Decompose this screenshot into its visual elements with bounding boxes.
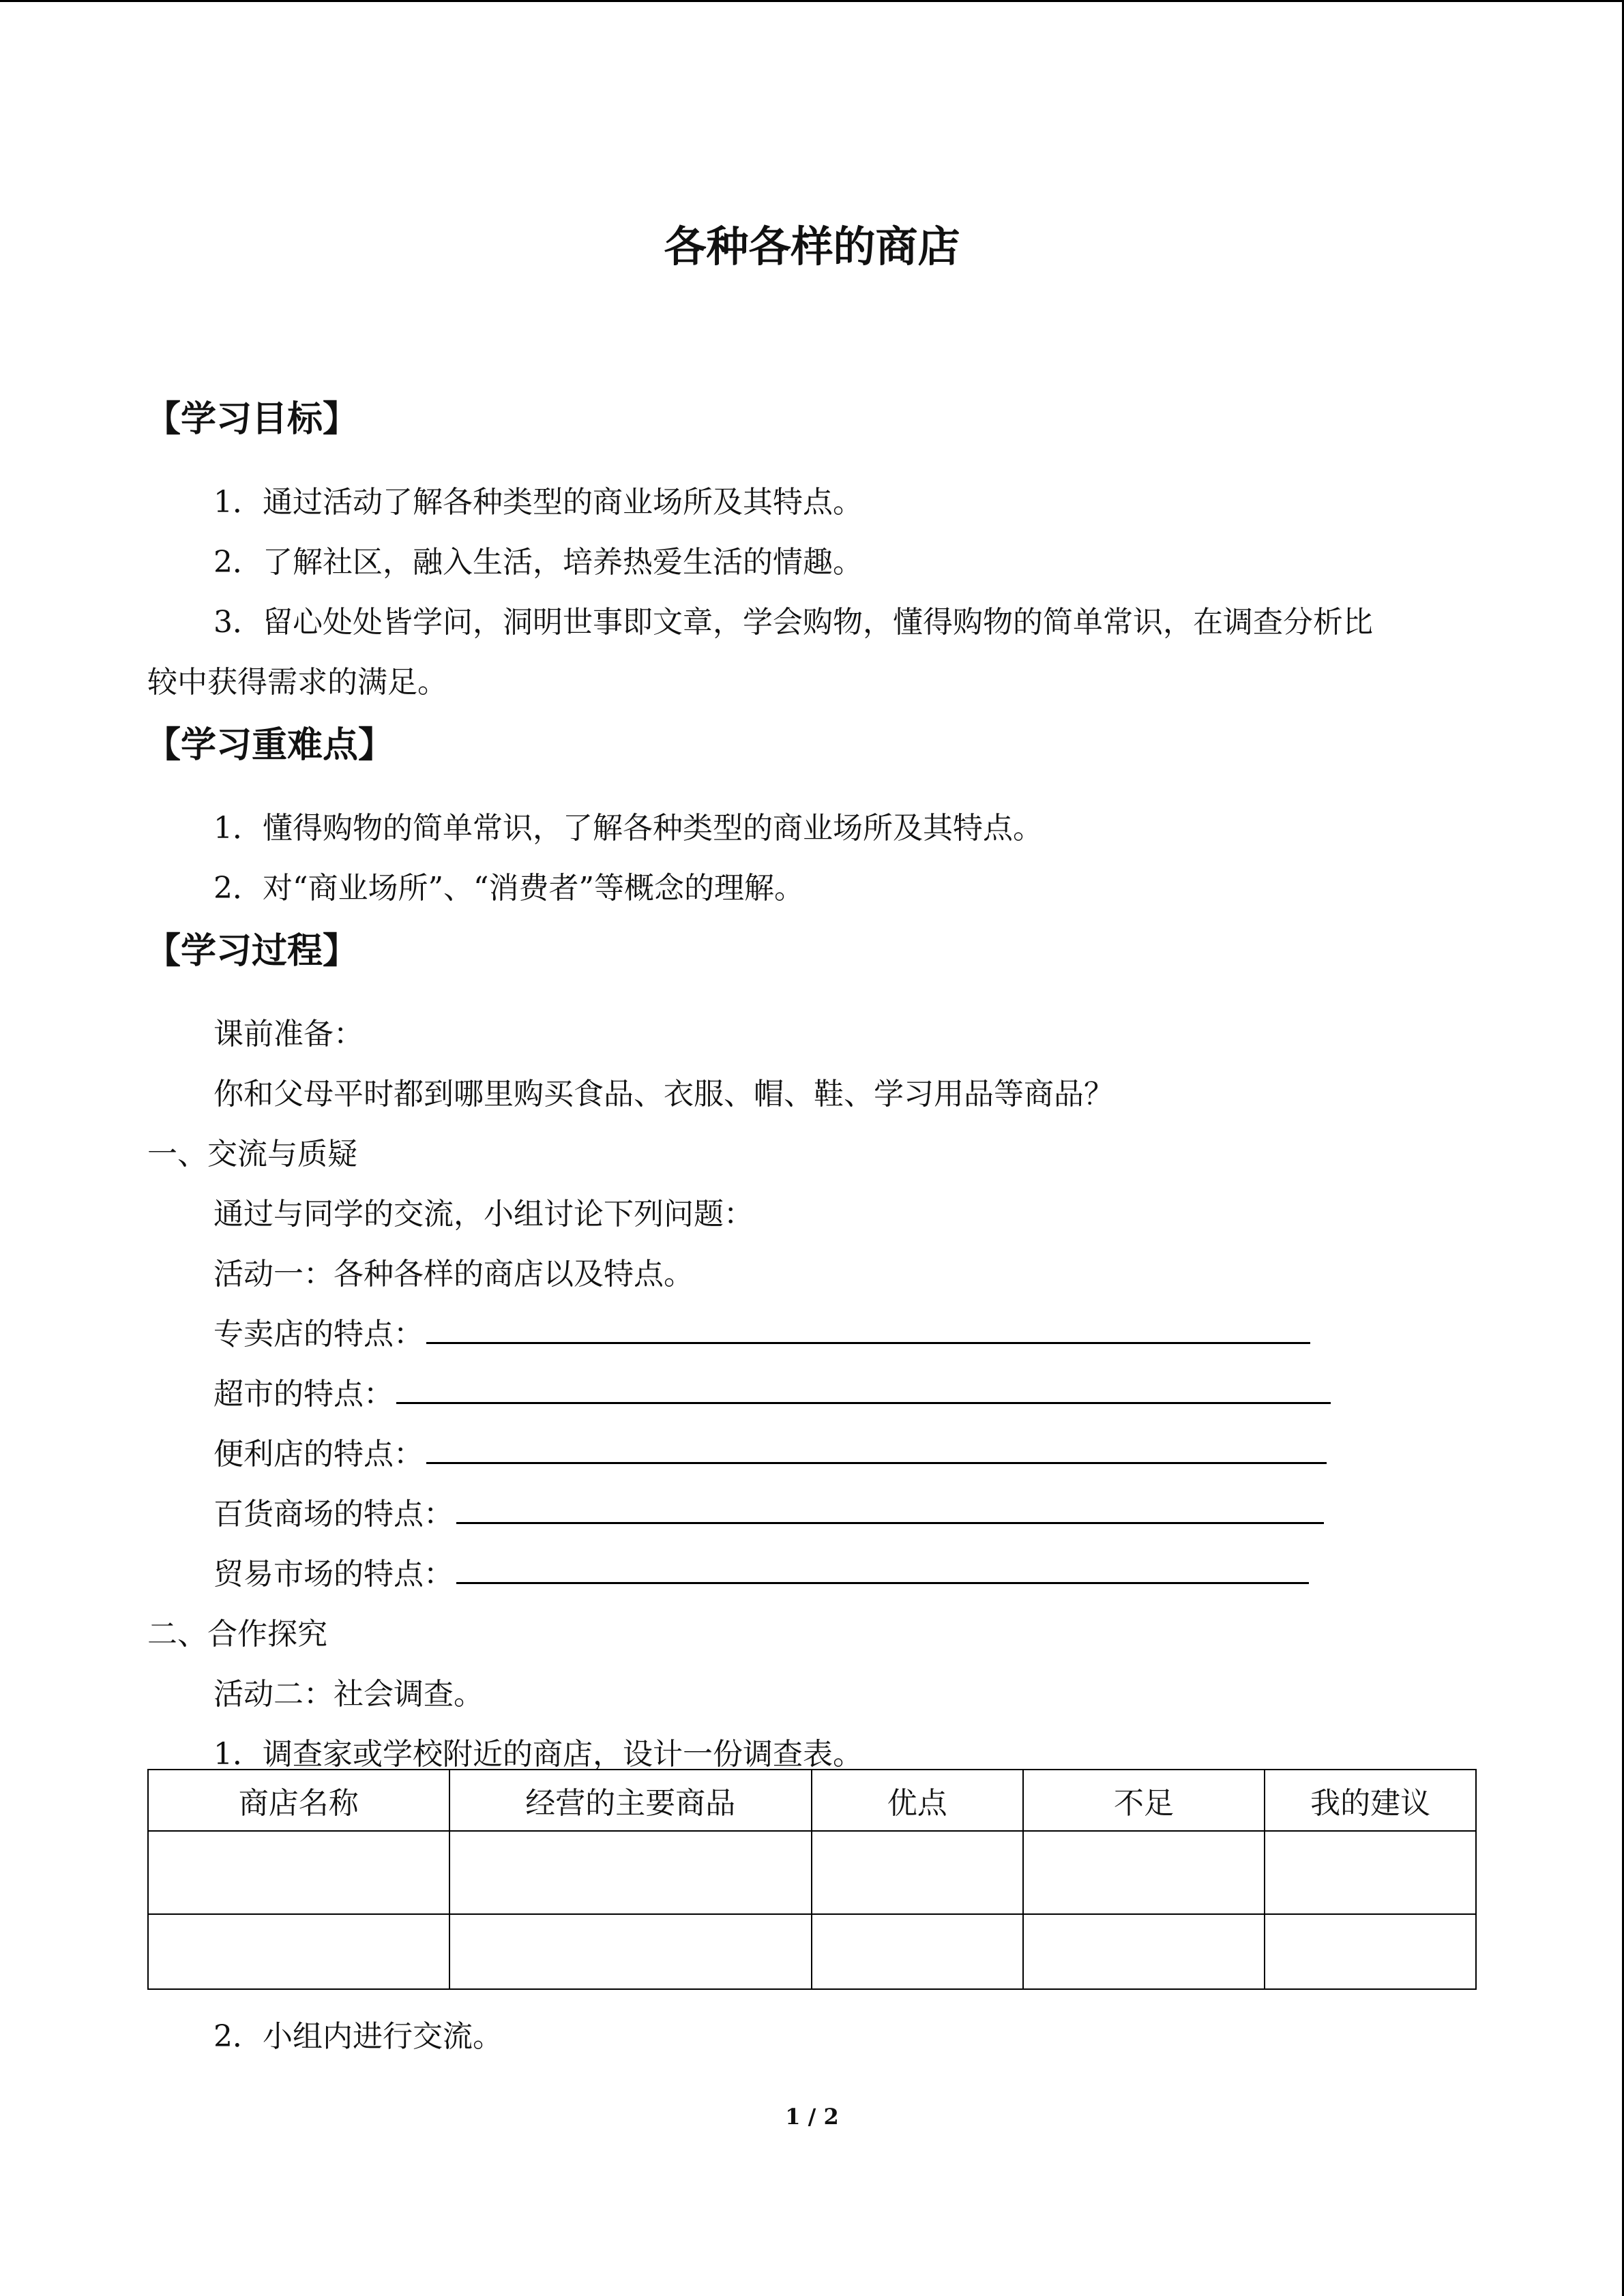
answer-line[interactable] [456, 1552, 1309, 1584]
blank-label: 便利店的特点： [213, 1437, 424, 1472]
blank-convenience-store [213, 1429, 1327, 1473]
page-number: 1 / 2 [785, 2104, 839, 2130]
table-row [148, 1831, 1476, 1914]
prep-question: 你和父母平时都到哪里购买食品、衣服、帽、鞋、学习用品等商品？ [213, 1077, 1114, 1112]
page-title: 各种各样的商店 [664, 222, 960, 271]
prep-label: 课前准备： [213, 1017, 364, 1052]
blank-label: 超市的特点： [213, 1377, 394, 1412]
table-cell[interactable] [1023, 1831, 1265, 1914]
blank-supermarket [213, 1369, 1331, 1413]
header-advantages: 优点 [812, 1770, 1023, 1831]
header-suggestions: 我的建议 [1265, 1770, 1476, 1831]
table-cell[interactable] [449, 1914, 812, 1989]
blank-label: 百货商场的特点： [213, 1497, 454, 1532]
goal-item-3-cont: 较中获得需求的满足。 [147, 665, 447, 700]
heading-goals: 【学习目标】 [145, 399, 359, 440]
answer-line[interactable] [426, 1312, 1310, 1344]
blank-specialty-store [213, 1309, 1310, 1353]
table-cell[interactable] [1265, 1914, 1476, 1989]
table-cell[interactable] [812, 1831, 1023, 1914]
goal-item-2: 2．了解社区，融入生活，培养热爱生活的情趣。 [213, 545, 863, 580]
key-point-2: 2．对“商业场所”、“消费者”等概念的理解。 [213, 871, 804, 906]
table-cell[interactable] [812, 1914, 1023, 1989]
header-shortcomings: 不足 [1023, 1770, 1265, 1831]
part1-title: 一、交流与质疑 [147, 1137, 357, 1172]
answer-line[interactable] [426, 1432, 1327, 1464]
activity2-title: 活动二：社会调查。 [213, 1677, 484, 1712]
table-cell[interactable] [1023, 1914, 1265, 1989]
goal-item-3: 3．留心处处皆学问，洞明世事即文章，学会购物，懂得购物的简单常识，在调查分析比 [213, 605, 1373, 640]
blank-department-store [213, 1489, 1324, 1533]
heading-key-points: 【学习重难点】 [145, 725, 394, 766]
header-shop-name: 商店名称 [148, 1770, 449, 1831]
step2-text: 2．小组内进行交流。 [213, 2019, 503, 2054]
blank-trade-market [213, 1549, 1309, 1593]
answer-line[interactable] [396, 1372, 1331, 1404]
survey-table [147, 1769, 1477, 1990]
table-cell[interactable] [148, 1831, 449, 1914]
activity1-title: 活动一：各种各样的商店以及特点。 [213, 1257, 694, 1292]
blank-label: 专卖店的特点： [213, 1317, 424, 1352]
table-cell[interactable] [148, 1914, 449, 1989]
table-cell[interactable] [449, 1831, 812, 1914]
part2-title: 二、合作探究 [147, 1617, 327, 1652]
part1-intro: 通过与同学的交流，小组讨论下列问题： [213, 1197, 754, 1232]
goal-item-1: 1．通过活动了解各种类型的商业场所及其特点。 [213, 485, 863, 520]
table-header-row [148, 1770, 1476, 1831]
answer-line[interactable] [456, 1492, 1324, 1524]
header-main-goods: 经营的主要商品 [449, 1770, 812, 1831]
table-row [148, 1914, 1476, 1989]
step1-text: 1．调查家或学校附近的商店，设计一份调查表。 [213, 1737, 863, 1772]
heading-process: 【学习过程】 [145, 931, 359, 972]
key-point-1: 1．懂得购物的简单常识，了解各种类型的商业场所及其特点。 [213, 811, 1043, 846]
table-cell[interactable] [1265, 1831, 1476, 1914]
blank-label: 贸易市场的特点： [213, 1557, 454, 1592]
